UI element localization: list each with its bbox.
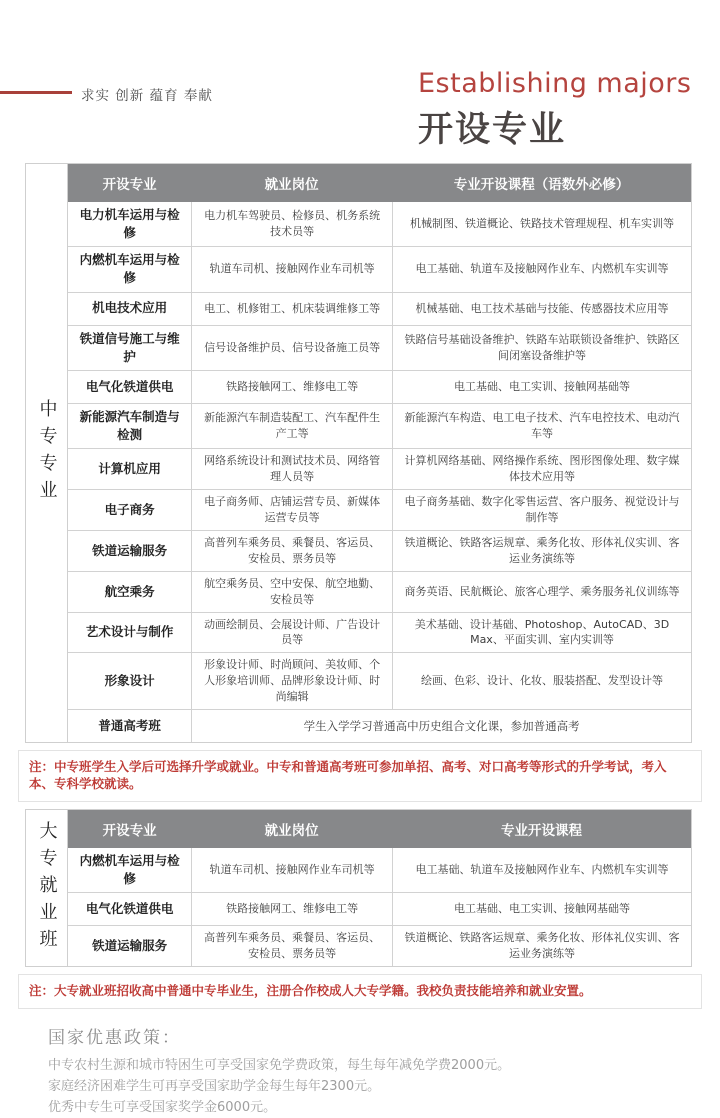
table2-side-label-text: 大专就业班 <box>36 820 58 956</box>
table2-grid <box>68 810 691 966</box>
table1-header-row <box>68 164 691 202</box>
table-row <box>68 530 691 571</box>
table1-grid <box>68 164 691 742</box>
cell-courses: 电工基础、电工实训、接触网基础等 <box>392 371 691 403</box>
cell-major: 内燃机车运用与检修 <box>79 252 180 286</box>
cell-jobs: 铁路接触网工、维修电工等 <box>191 371 392 403</box>
table-row <box>68 370 691 403</box>
cell-major: 铁道信号施工与维护 <box>79 330 180 364</box>
cell-major: 铁道运输服务 <box>92 542 168 558</box>
cell-courses: 商务英语、民航概论、旅客心理学、乘务服务礼仪训练等 <box>392 572 691 612</box>
table-row <box>68 652 691 709</box>
table2-body <box>68 848 691 966</box>
cell-merged: 学生入学学习普通高中历史组合文化课，参加普通高考 <box>191 710 691 742</box>
cell-major: 电子商务 <box>104 501 155 517</box>
table1-header-courses: 专业开设课程（语数外必修） <box>453 177 630 193</box>
cell-courses: 机械基础、电工技术基础与技能、传感器技术应用等 <box>392 293 691 325</box>
cell-major: 电力机车运用与检修 <box>79 207 180 241</box>
table1-header-major: 开设专业 <box>102 177 157 193</box>
table-row <box>68 246 691 291</box>
table-row <box>68 925 691 966</box>
cell-major: 新能源汽车制造与检测 <box>79 408 180 442</box>
cell-courses: 电工基础、轨道车及接触网作业车、内燃机车实训等 <box>392 247 691 291</box>
title-block <box>418 68 691 152</box>
national-policy-section <box>48 1023 720 1118</box>
cell-courses: 铁道概论、铁路客运规章、乘务化妆、形体礼仪实训、客运业务演练等 <box>392 531 691 571</box>
table2-header-major: 开设专业 <box>102 822 157 839</box>
school-slogan: 求实 创新 蕴育 奉献 <box>81 88 213 104</box>
table-row <box>68 202 691 246</box>
cell-major: 艺术设计与制作 <box>85 624 174 640</box>
cell-courses: 电工基础、电工实训、接触网基础等 <box>392 893 691 925</box>
table1-body <box>68 202 691 742</box>
table2-note: 注：大专就业班招收高中普通中专毕业生，注册合作校成人大专学籍。我校负责技能培养和就业安置。 <box>18 974 702 1009</box>
cell-major: 电气化铁道供电 <box>85 378 174 394</box>
zhongzhuan-majors-table <box>25 163 692 743</box>
cell-jobs: 新能源汽车制造装配工、汽车配件生产工等 <box>191 404 392 448</box>
policy-line: 家庭经济困难学生可再享受国家助学金每生每年2300元。 <box>48 1078 381 1094</box>
cell-jobs: 轨道车司机、接触网作业车司机等 <box>191 247 392 291</box>
page-title-english: Establishing majors <box>418 68 692 99</box>
dazhuan-employment-table <box>25 809 692 967</box>
cell-major: 形象设计 <box>104 673 155 689</box>
cell-jobs: 高普列车乘务员、乘餐员、客运员、安检员、票务员等 <box>191 926 392 966</box>
cell-major: 电气化铁道供电 <box>85 901 174 917</box>
cell-courses: 电工基础、轨道车及接触网作业车、内燃机车实训等 <box>392 848 691 892</box>
cell-courses: 绘画、色彩、设计、化妆、服装搭配、发型设计等 <box>392 653 691 709</box>
table-row <box>68 709 691 742</box>
cell-jobs: 动画绘制员、会展设计师、广告设计员等 <box>191 613 392 653</box>
table-row <box>68 448 691 489</box>
cell-jobs: 网络系统设计和测试技术员、网络管理人员等 <box>191 449 392 489</box>
table-row <box>68 292 691 325</box>
cell-jobs: 高普列车乘务员、乘餐员、客运员、安检员、票务员等 <box>191 531 392 571</box>
cell-jobs: 铁路接触网工、维修电工等 <box>191 893 392 925</box>
page-header <box>0 0 720 163</box>
table-row <box>68 612 691 653</box>
cell-major: 航空乘务 <box>104 583 155 599</box>
table-row <box>68 892 691 925</box>
table-row <box>68 403 691 448</box>
policy-title: 国家优惠政策： <box>48 1027 181 1048</box>
table-row <box>68 848 691 892</box>
table1-side-label <box>26 164 68 742</box>
cell-jobs: 电工、机修钳工、机床装调维修工等 <box>191 293 392 325</box>
table1-header-jobs: 就业岗位 <box>264 177 319 193</box>
cell-major: 机电技术应用 <box>92 300 168 316</box>
cell-courses: 美术基础、设计基础、Photoshop、AutoCAD、3D Max、平面实训、室内实训等 <box>392 613 691 653</box>
cell-jobs: 信号设备维护员、信号设备施工员等 <box>191 326 392 370</box>
table1-side-label-text: 中专专业 <box>36 399 58 508</box>
table-row <box>68 325 691 370</box>
table2-header-row <box>68 810 691 848</box>
cell-major: 计算机应用 <box>98 460 161 476</box>
table2-header-courses: 专业开设课程 <box>500 822 582 839</box>
cell-courses: 机械制图、铁道概论、铁路技术管理规程、机车实训等 <box>392 202 691 246</box>
accent-rule <box>0 91 72 94</box>
cell-major: 铁道运输服务 <box>92 938 168 954</box>
cell-courses: 铁道概论、铁路客运规章、乘务化妆、形体礼仪实训、客运业务演练等 <box>392 926 691 966</box>
table1-note: 注：中专班学生入学后可选择升学或就业。中专和普通高考班可参加单招、高考、对口高考等形式的升学考试，考入本、专科学校就读。 <box>18 750 702 802</box>
cell-jobs: 航空乘务员、空中安保、航空地勤、安检员等 <box>191 572 392 612</box>
cell-major: 普通高考班 <box>98 718 161 734</box>
cell-courses: 电子商务基础、数字化零售运营、客户服务、视觉设计与制作等 <box>392 490 691 530</box>
cell-courses: 新能源汽车构造、电工电子技术、汽车电控技术、电动汽车等 <box>392 404 691 448</box>
cell-courses: 铁路信号基础设备维护、铁路车站联锁设备维护、铁路区间闭塞设备维护等 <box>392 326 691 370</box>
cell-jobs: 电子商务师、店铺运营专员、新媒体运营专员等 <box>191 490 392 530</box>
table-row <box>68 489 691 530</box>
table2-side-label <box>26 810 68 966</box>
table2-header-jobs: 就业岗位 <box>264 822 319 839</box>
cell-jobs: 轨道车司机、接触网作业车司机等 <box>191 848 392 892</box>
cell-jobs: 电力机车驾驶员、检修员、机务系统技术员等 <box>191 202 392 246</box>
cell-major: 内燃机车运用与检修 <box>79 852 180 887</box>
cell-jobs: 形象设计师、时尚顾问、美妆师、个人形象培训师、品牌形象设计师、时尚编辑 <box>191 653 392 709</box>
page-title-chinese: 开设专业 <box>418 110 567 150</box>
policy-line: 中专农村生源和城市特困生可享受国家免学费政策，每生每年减免学费2000元。 <box>48 1057 511 1073</box>
policy-line: 优秀中专生可享受国家奖学金6000元。 <box>48 1099 277 1115</box>
table-row <box>68 571 691 612</box>
cell-courses: 计算机网络基础、网络操作系统、图形图像处理、数字媒体技术应用等 <box>392 449 691 489</box>
